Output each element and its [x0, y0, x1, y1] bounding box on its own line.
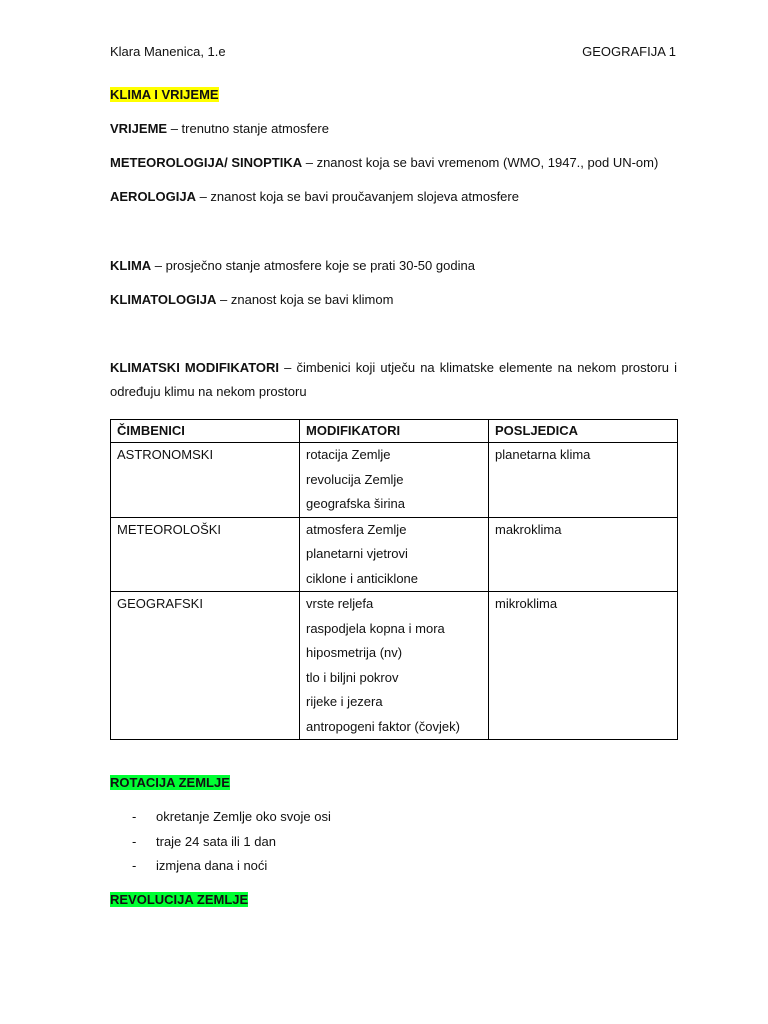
definition-text: – znanost koja se bavi klimom: [216, 292, 394, 307]
list-item: [132, 833, 276, 850]
definition-term: KLIMATOLOGIJA: [110, 292, 217, 307]
modifiers-term: KLIMATSKI MODIFIKATORI: [110, 360, 280, 375]
rotation-heading-text: ROTACIJA ZEMLJE: [110, 775, 230, 790]
section-heading-rotation: [110, 774, 230, 791]
definition-aerology: [110, 188, 519, 205]
table-cell-factor: [111, 592, 300, 740]
revolution-heading-text: REVOLUCIJA ZEMLJE: [110, 892, 249, 907]
cell-text: hiposmetrija (nv): [306, 645, 403, 660]
bullet-marker: -: [132, 809, 137, 824]
definition-term: KLIMA: [110, 258, 152, 273]
cell-text: makroklima: [495, 521, 562, 537]
table-cell-result: [489, 592, 678, 740]
cell-text: raspodjela kopna i mora: [306, 620, 445, 636]
table-cell-factor: [111, 517, 300, 592]
cell-text: tlo i biljni pokrov: [306, 669, 399, 685]
definition-term: METEOROLOGIJA/ SINOPTIKA: [110, 155, 303, 170]
definition-meteorology: [110, 154, 658, 171]
cell-text: mikroklima: [495, 596, 558, 611]
definition-weather: [110, 120, 329, 137]
definition-climatology: [110, 291, 393, 308]
cell-text: METEOROLOŠKI: [117, 521, 222, 537]
modifiers-paragraph: [110, 356, 677, 404]
list-item-text: izmjena dana i noći: [156, 858, 268, 873]
list-item: [132, 857, 267, 874]
cell-text: atmosfera Zemlje: [306, 521, 407, 537]
table-cell-result: [489, 443, 678, 518]
cell-text: GEOGRAFSKI: [117, 596, 203, 611]
cell-text: rijeke i jezera: [306, 694, 383, 709]
definition-climate: [110, 257, 475, 274]
section-heading-climate: [110, 86, 219, 103]
table-cell-modifiers: [300, 592, 489, 740]
cell-text: ciklone i anticiklone: [306, 570, 419, 586]
table-cell-result: [489, 517, 678, 592]
cell-text: revolucija Zemlje: [306, 471, 404, 487]
table-header-cell: POSLJEDICA: [489, 420, 678, 443]
definition-term: AEROLOGIJA: [110, 189, 196, 204]
bullet-marker: -: [132, 858, 137, 873]
cell-text: antropogeni faktor (čovjek): [306, 718, 460, 734]
definition-term: VRIJEME: [110, 121, 168, 136]
heading-climate-text: KLIMA I VRIJEME: [110, 87, 219, 102]
table-header-cell: ČIMBENICI: [111, 420, 300, 443]
table-header-row: [111, 420, 678, 443]
cell-text: planetarni vjetrovi: [306, 546, 408, 561]
definition-text: – znanost koja se bavi proučavanjem slojeva atmosfere: [195, 189, 519, 204]
definition-text: – znanost koja se bavi vremenom (WMO, 1947., pod UN-om): [302, 155, 659, 170]
cell-text: planetarna klima: [495, 447, 591, 462]
header-subject: GEOGRAFIJA 1: [582, 44, 676, 59]
climate-modifiers-table: [110, 419, 678, 740]
cell-text: ASTRONOMSKI: [117, 447, 214, 462]
modifiers-text: – čimbenici koji utječu na klimatske elemente na nekom prostoru i određuju klimu na nekom prostoru: [110, 360, 678, 399]
definition-text: – prosječno stanje atmosfere koje se prati 30-50 godina: [151, 258, 475, 273]
table-row: [111, 517, 678, 592]
cell-text: vrste reljefa: [306, 596, 374, 611]
table-cell-modifiers: [300, 443, 489, 518]
definition-text: – trenutno stanje atmosfere: [167, 121, 329, 136]
list-item: [132, 808, 331, 825]
list-item-text: okretanje Zemlje oko svoje osi: [156, 809, 331, 824]
list-item-text: traje 24 sata ili 1 dan: [156, 834, 276, 849]
table-header-cell: MODIFIKATORI: [300, 420, 489, 443]
table-cell-modifiers: [300, 517, 489, 592]
table-row: [111, 592, 678, 740]
table-row: [111, 443, 678, 518]
bullet-marker: -: [132, 834, 137, 849]
cell-text: geografska širina: [306, 496, 405, 511]
table-cell-factor: [111, 443, 300, 518]
header-author: Klara Manenica, 1.e: [110, 44, 226, 59]
section-heading-revolution: [110, 891, 248, 908]
cell-text: rotacija Zemlje: [306, 447, 391, 462]
